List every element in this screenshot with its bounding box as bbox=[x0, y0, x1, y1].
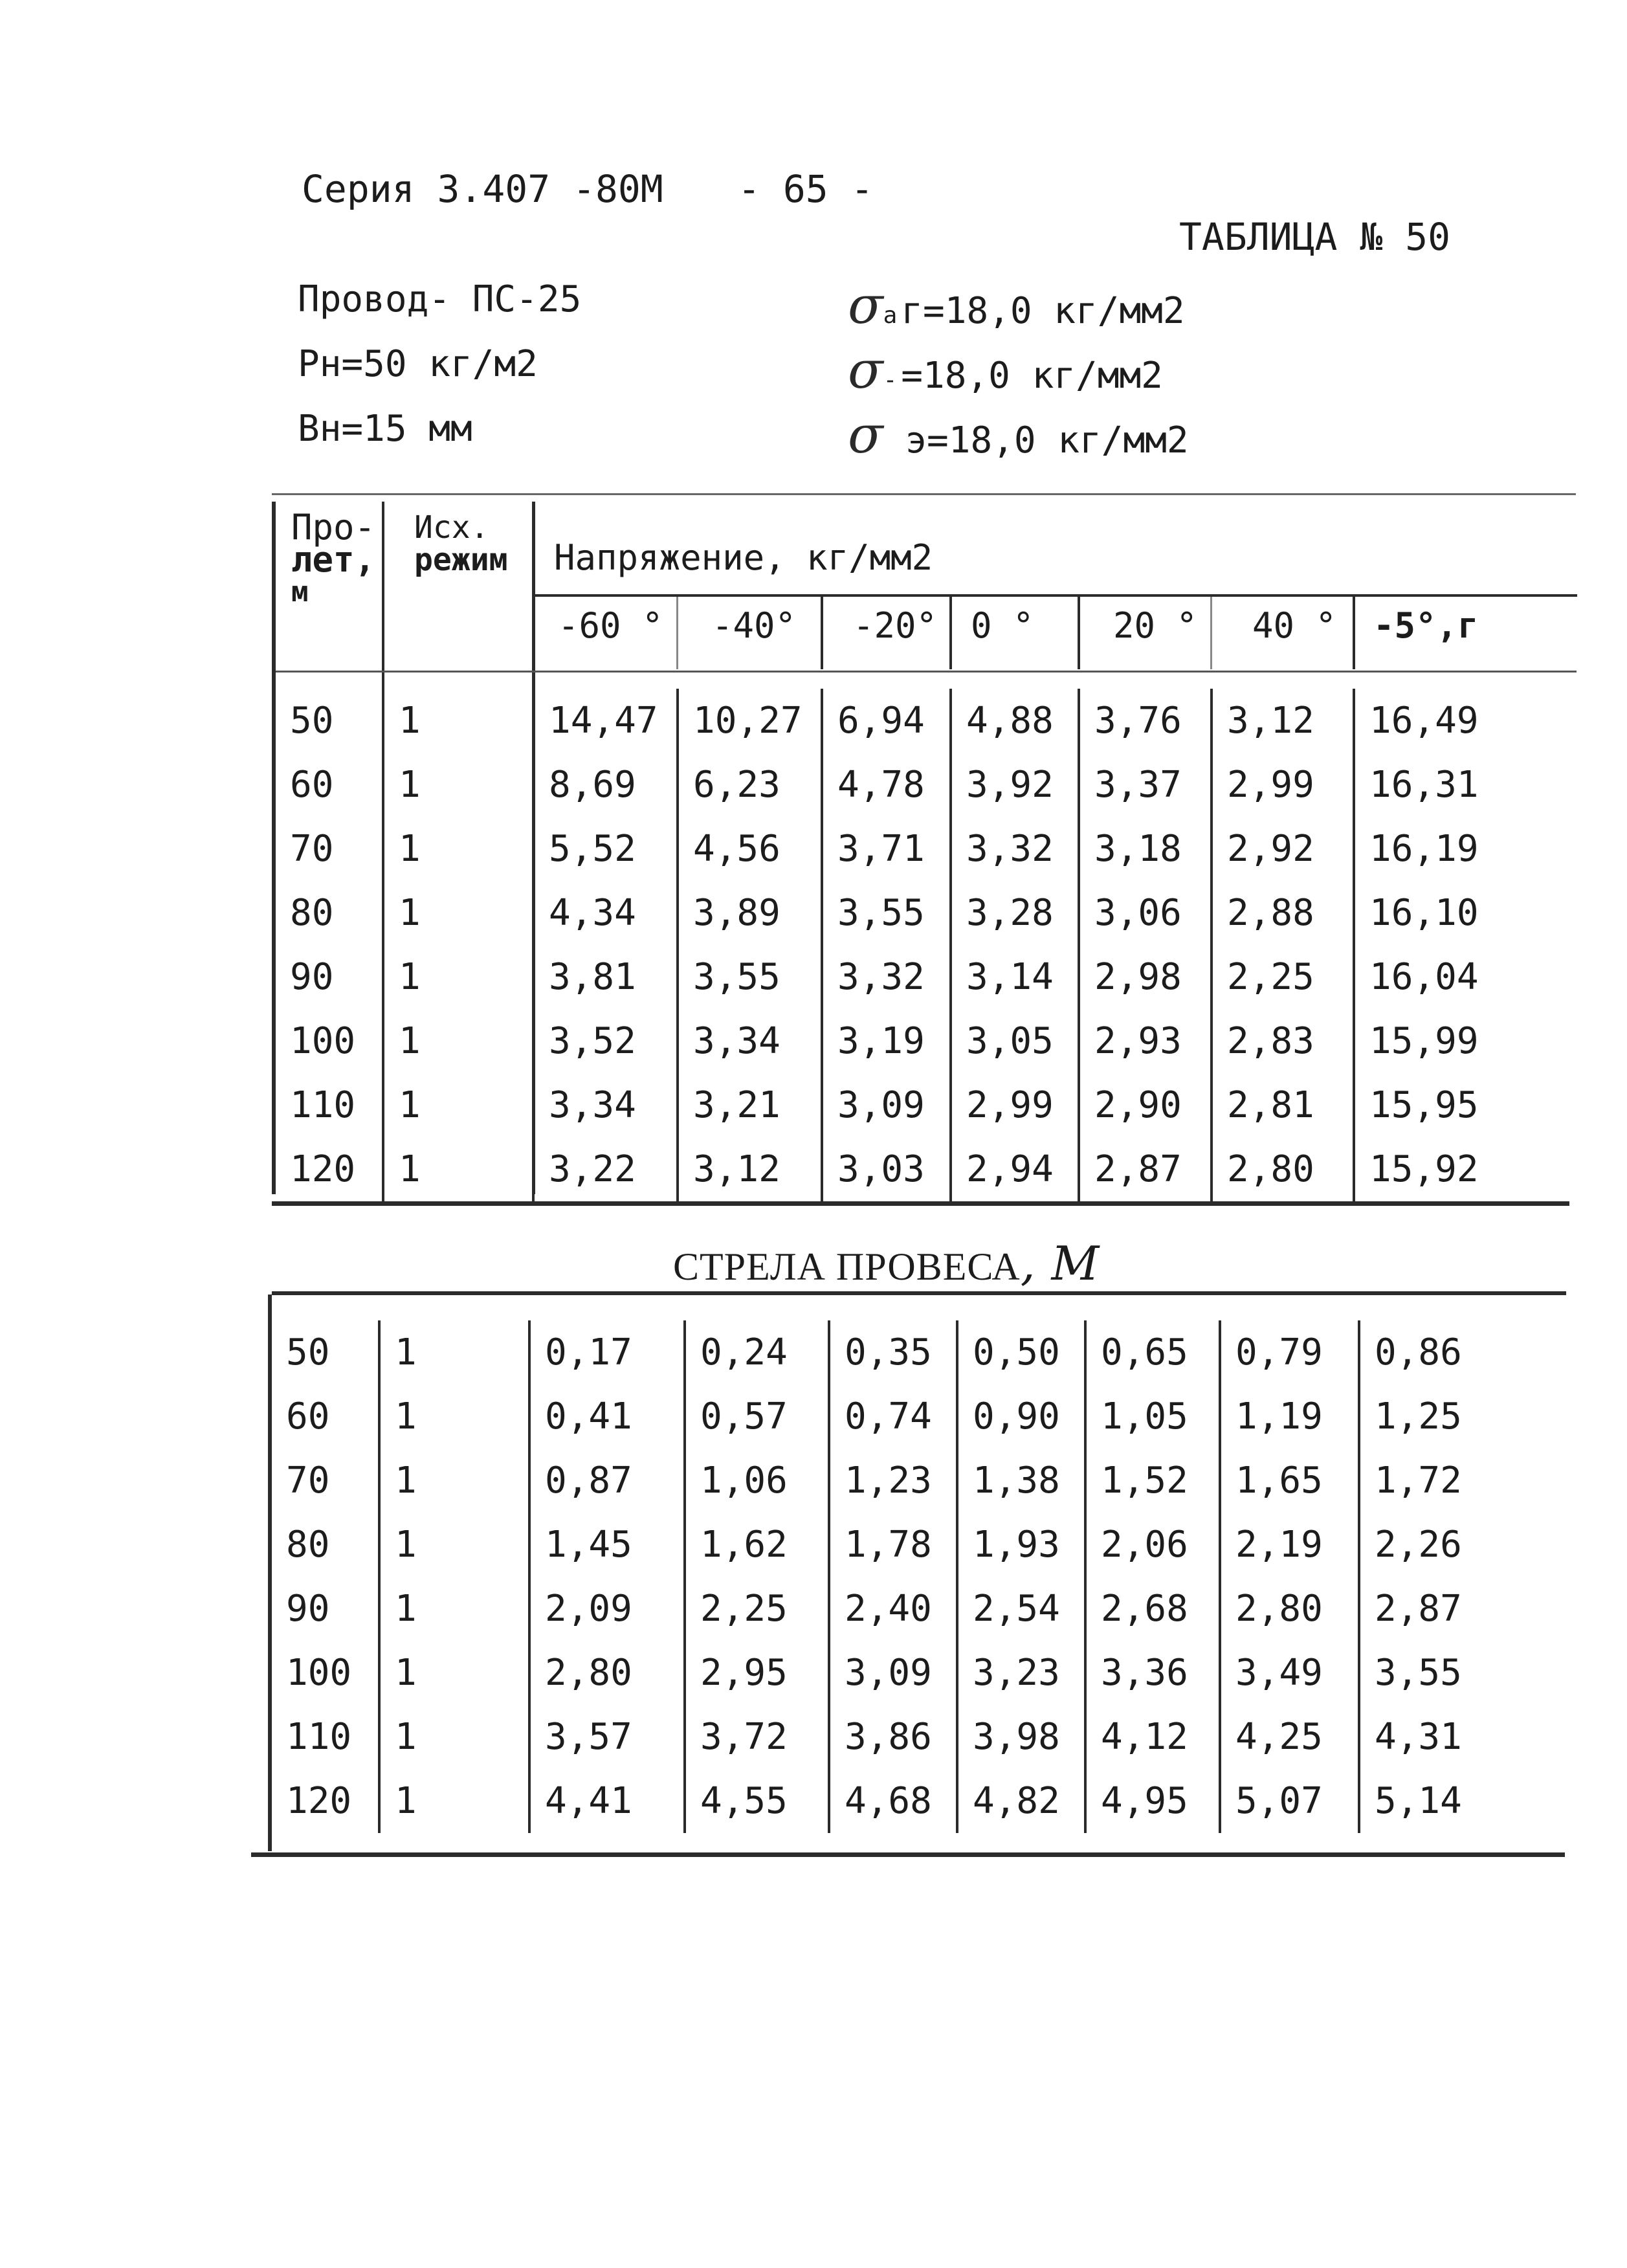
cell: 80 bbox=[272, 1513, 379, 1577]
cell: 2,25 bbox=[685, 1577, 829, 1641]
hdr-divider-1 bbox=[676, 597, 678, 669]
cell: 6,23 bbox=[678, 753, 822, 817]
cell: 1 bbox=[383, 1073, 533, 1137]
mode-header-line2: режим bbox=[414, 542, 508, 578]
cell: 0,50 bbox=[957, 1320, 1085, 1384]
cell: 8,69 bbox=[533, 753, 678, 817]
stress-row-100 bbox=[276, 1009, 1577, 1073]
stress-title-underline bbox=[535, 594, 1577, 597]
sigma-min-subscript: - bbox=[883, 367, 898, 394]
cell: 3,09 bbox=[829, 1641, 957, 1705]
cell: 1,65 bbox=[1220, 1449, 1359, 1513]
cell: 2,80 bbox=[1212, 1137, 1354, 1201]
cell: 4,68 bbox=[829, 1769, 957, 1833]
cell: 6,94 bbox=[822, 689, 951, 753]
cell: 2,94 bbox=[951, 1137, 1079, 1201]
cell: 4,56 bbox=[678, 817, 822, 881]
cell: 0,57 bbox=[685, 1384, 829, 1449]
cell: 4,41 bbox=[529, 1769, 685, 1833]
cell: 1 bbox=[383, 753, 533, 817]
cell: 16,19 bbox=[1369, 828, 1479, 870]
cell: 3,98 bbox=[957, 1705, 1085, 1769]
sigma-g-value: г=18,0 кг/мм2 bbox=[901, 290, 1185, 332]
cell: 3,49 bbox=[1220, 1641, 1359, 1705]
cell: 1,45 bbox=[529, 1513, 685, 1577]
cell: 15,99 bbox=[1369, 1020, 1479, 1062]
cell: 3,89 bbox=[678, 881, 822, 945]
cell: 3,81 bbox=[533, 945, 678, 1009]
cell: 2,98 bbox=[1079, 945, 1212, 1009]
cell: 1,72 bbox=[1375, 1460, 1462, 1502]
cell: 120 bbox=[272, 1769, 379, 1833]
sag-row-120 bbox=[272, 1769, 1566, 1833]
cell: 60 bbox=[272, 1384, 379, 1449]
cell: 4,55 bbox=[685, 1769, 829, 1833]
mode-header-line1: Исх. bbox=[414, 509, 489, 546]
span-header bbox=[291, 507, 376, 608]
cell: 5,07 bbox=[1220, 1769, 1359, 1833]
series-label: Серия 3.407 -80М bbox=[302, 167, 663, 211]
cell: 100 bbox=[276, 1009, 383, 1073]
cell: 3,76 bbox=[1079, 689, 1212, 753]
cell: 70 bbox=[272, 1449, 379, 1513]
cell: 2,87 bbox=[1079, 1137, 1212, 1201]
cell: 3,57 bbox=[529, 1705, 685, 1769]
cell: 2,09 bbox=[529, 1577, 685, 1641]
sag-top-rule bbox=[272, 1291, 1566, 1295]
cell: 1,78 bbox=[829, 1513, 957, 1577]
cell: 2,92 bbox=[1212, 817, 1354, 881]
temp-header-6: 40 ° bbox=[1252, 605, 1337, 646]
cell: 5,52 bbox=[533, 817, 678, 881]
cell: 1,05 bbox=[1085, 1384, 1220, 1449]
cell: 50 bbox=[272, 1320, 379, 1384]
cell: 0,35 bbox=[829, 1320, 957, 1384]
cell: 3,09 bbox=[822, 1073, 951, 1137]
cell: 90 bbox=[276, 945, 383, 1009]
cell: 3,34 bbox=[678, 1009, 822, 1073]
cell: 3,05 bbox=[951, 1009, 1079, 1073]
cell: 4,95 bbox=[1085, 1769, 1220, 1833]
cell: 3,34 bbox=[533, 1073, 678, 1137]
cell: 1 bbox=[383, 689, 533, 753]
cell: 3,18 bbox=[1079, 817, 1212, 881]
cell: 2,81 bbox=[1212, 1073, 1354, 1137]
sag-row-90 bbox=[272, 1577, 1566, 1641]
cell: 3,32 bbox=[822, 945, 951, 1009]
cell: 1 bbox=[379, 1513, 529, 1577]
cell: 1 bbox=[379, 1577, 529, 1641]
sag-bottom-rule bbox=[251, 1852, 1565, 1857]
cell: 1,06 bbox=[685, 1449, 829, 1513]
sag-row-70 bbox=[272, 1449, 1566, 1513]
cell: 3,23 bbox=[957, 1641, 1085, 1705]
temp-header-4: 0 ° bbox=[971, 605, 1034, 646]
cell: 0,65 bbox=[1085, 1320, 1220, 1384]
hdr-divider-5 bbox=[1210, 597, 1212, 669]
cell: 3,28 bbox=[951, 881, 1079, 945]
cell: 4,88 bbox=[951, 689, 1079, 753]
cell: 2,19 bbox=[1220, 1513, 1359, 1577]
cell: 1 bbox=[379, 1705, 529, 1769]
cell: 70 bbox=[276, 817, 383, 881]
temp-header-1: -60 ° bbox=[558, 605, 663, 646]
cell: 60 bbox=[276, 753, 383, 817]
cell: 3,32 bbox=[951, 817, 1079, 881]
cell: 3,92 bbox=[951, 753, 1079, 817]
cell: 1 bbox=[379, 1384, 529, 1449]
cell: 4,25 bbox=[1220, 1705, 1359, 1769]
cell: 1,62 bbox=[685, 1513, 829, 1577]
cell: 2,90 bbox=[1079, 1073, 1212, 1137]
stress-row-80 bbox=[276, 881, 1577, 945]
cell: 3,03 bbox=[822, 1137, 951, 1201]
cell: 3,22 bbox=[533, 1137, 678, 1201]
cell: 2,95 bbox=[685, 1641, 829, 1705]
cell: 2,88 bbox=[1212, 881, 1354, 945]
stress-row-90 bbox=[276, 945, 1577, 1009]
cell: 5,14 bbox=[1375, 1780, 1462, 1822]
cell: 1 bbox=[383, 881, 533, 945]
cell: 1 bbox=[379, 1449, 529, 1513]
temp-header-5: 20 ° bbox=[1113, 605, 1198, 646]
hdr-divider-4 bbox=[1078, 597, 1080, 669]
stress-row-60 bbox=[276, 753, 1577, 817]
cell: 3,12 bbox=[678, 1137, 822, 1201]
cell: 2,68 bbox=[1085, 1577, 1220, 1641]
cell: 16,04 bbox=[1369, 956, 1479, 998]
sigma-g-param bbox=[848, 275, 1185, 335]
cell: 0,17 bbox=[529, 1320, 685, 1384]
hdr-divider-3 bbox=[949, 597, 952, 669]
cell: 0,74 bbox=[829, 1384, 957, 1449]
stress-row-50 bbox=[276, 689, 1577, 753]
mode-header bbox=[414, 511, 508, 576]
cell: 100 bbox=[272, 1641, 379, 1705]
header-top-rule bbox=[272, 493, 1576, 495]
sag-row-80 bbox=[272, 1513, 1566, 1577]
stress-bottom-rule bbox=[272, 1201, 1569, 1206]
cell: 4,34 bbox=[533, 881, 678, 945]
cell: 4,82 bbox=[957, 1769, 1085, 1833]
cell: 0,24 bbox=[685, 1320, 829, 1384]
sag-title bbox=[673, 1236, 1100, 1291]
cell: 1 bbox=[383, 1137, 533, 1201]
cell: 1 bbox=[379, 1769, 529, 1833]
cell: 0,41 bbox=[529, 1384, 685, 1449]
temp-header-7: -5°,г bbox=[1373, 605, 1479, 646]
cell: 2,54 bbox=[957, 1577, 1085, 1641]
cell: 2,93 bbox=[1079, 1009, 1212, 1073]
cell: 1 bbox=[379, 1641, 529, 1705]
page-number: - 65 - bbox=[738, 167, 874, 211]
cell: 1,25 bbox=[1375, 1395, 1462, 1438]
stress-row-70 bbox=[276, 817, 1577, 881]
cell: 1 bbox=[383, 817, 533, 881]
cell: 4,78 bbox=[822, 753, 951, 817]
sag-row-100 bbox=[272, 1641, 1566, 1705]
cell: 1 bbox=[383, 945, 533, 1009]
cell: 3,12 bbox=[1212, 689, 1354, 753]
stress-title: Напряжение, кг/мм2 bbox=[554, 537, 933, 578]
cell: 3,55 bbox=[822, 881, 951, 945]
cell: 3,55 bbox=[678, 945, 822, 1009]
sigma-min-param bbox=[848, 340, 1163, 400]
sigma-e-value: э=18,0 кг/мм2 bbox=[905, 419, 1189, 461]
cell: 0,87 bbox=[529, 1449, 685, 1513]
sigma-g-subscript: а bbox=[883, 302, 898, 329]
cell: 4,31 bbox=[1375, 1716, 1462, 1758]
hdr-divider-6 bbox=[1353, 597, 1355, 669]
sag-row-60 bbox=[272, 1384, 1566, 1449]
cell: 2,06 bbox=[1085, 1513, 1220, 1577]
cell: 2,83 bbox=[1212, 1009, 1354, 1073]
span-header-line3: м bbox=[291, 575, 309, 608]
cell: 16,10 bbox=[1369, 892, 1479, 934]
sag-title-text: СТРЕЛА ПРОВЕСА bbox=[673, 1245, 1021, 1288]
sigma-icon: σ bbox=[848, 275, 883, 335]
cell: 1,52 bbox=[1085, 1449, 1220, 1513]
cell: 2,80 bbox=[1220, 1577, 1359, 1641]
cell: 15,92 bbox=[1369, 1148, 1479, 1190]
cell: 1,38 bbox=[957, 1449, 1085, 1513]
cell: 3,36 bbox=[1085, 1641, 1220, 1705]
sigma-icon: σ bbox=[848, 405, 883, 465]
sigma-icon: σ bbox=[848, 340, 883, 400]
sigma-min-value: =18,0 кг/мм2 bbox=[901, 355, 1163, 397]
cell: 3,37 bbox=[1079, 753, 1212, 817]
cell: 3,52 bbox=[533, 1009, 678, 1073]
cell: 3,55 bbox=[1375, 1652, 1462, 1694]
cell: 80 bbox=[276, 881, 383, 945]
cell: 1 bbox=[383, 1009, 533, 1073]
cell: 3,71 bbox=[822, 817, 951, 881]
cell: 10,27 bbox=[678, 689, 822, 753]
cell: 14,47 bbox=[533, 689, 678, 753]
cell: 3,21 bbox=[678, 1073, 822, 1137]
stress-table bbox=[276, 689, 1577, 1201]
stress-row-120 bbox=[276, 1137, 1577, 1201]
cell: 2,26 bbox=[1375, 1524, 1462, 1566]
cell: 1,23 bbox=[829, 1449, 957, 1513]
sag-row-110 bbox=[272, 1705, 1566, 1769]
span-header-line2: лет, bbox=[291, 539, 376, 580]
cell: 2,87 bbox=[1375, 1588, 1462, 1630]
span-header-line1: Про- bbox=[291, 507, 376, 548]
stress-row-110 bbox=[276, 1073, 1577, 1137]
hdr-divider-2 bbox=[821, 597, 823, 669]
cell: 120 bbox=[276, 1137, 383, 1201]
cell: 2,25 bbox=[1212, 945, 1354, 1009]
sag-row-50 bbox=[272, 1320, 1566, 1384]
temp-header-3: -20° bbox=[853, 605, 938, 646]
cell: 16,31 bbox=[1369, 764, 1479, 806]
cell: 2,99 bbox=[1212, 753, 1354, 817]
temp-header-2: -40° bbox=[712, 605, 797, 646]
cell: 0,86 bbox=[1375, 1331, 1462, 1373]
bn-param: Вн=15 мм bbox=[298, 408, 472, 450]
sag-unit: , М bbox=[1020, 1236, 1100, 1291]
cell: 3,06 bbox=[1079, 881, 1212, 945]
cell: 1,93 bbox=[957, 1513, 1085, 1577]
wire-param: Провод- ПС-25 bbox=[298, 278, 582, 320]
cell: 0,79 bbox=[1220, 1320, 1359, 1384]
sag-table bbox=[272, 1320, 1566, 1833]
cell: 90 bbox=[272, 1577, 379, 1641]
cell: 16,49 bbox=[1369, 700, 1479, 742]
cell: 3,19 bbox=[822, 1009, 951, 1073]
pn-param: Рн=50 кг/м2 bbox=[298, 343, 538, 385]
header-bottom-rule bbox=[276, 671, 1577, 673]
cell: 2,99 bbox=[951, 1073, 1079, 1137]
cell: 1 bbox=[379, 1320, 529, 1384]
cell: 50 bbox=[276, 689, 383, 753]
cell: 4,12 bbox=[1085, 1705, 1220, 1769]
cell: 110 bbox=[272, 1705, 379, 1769]
table-label: ТАБЛИЦА № 50 bbox=[1179, 215, 1451, 259]
cell: 2,40 bbox=[829, 1577, 957, 1641]
cell: 0,90 bbox=[957, 1384, 1085, 1449]
cell: 3,14 bbox=[951, 945, 1079, 1009]
cell: 1,19 bbox=[1220, 1384, 1359, 1449]
cell: 2,80 bbox=[529, 1641, 685, 1705]
cell: 3,86 bbox=[829, 1705, 957, 1769]
cell: 110 bbox=[276, 1073, 383, 1137]
sigma-e-param bbox=[848, 405, 1189, 465]
cell: 3,72 bbox=[685, 1705, 829, 1769]
cell: 15,95 bbox=[1369, 1084, 1479, 1126]
